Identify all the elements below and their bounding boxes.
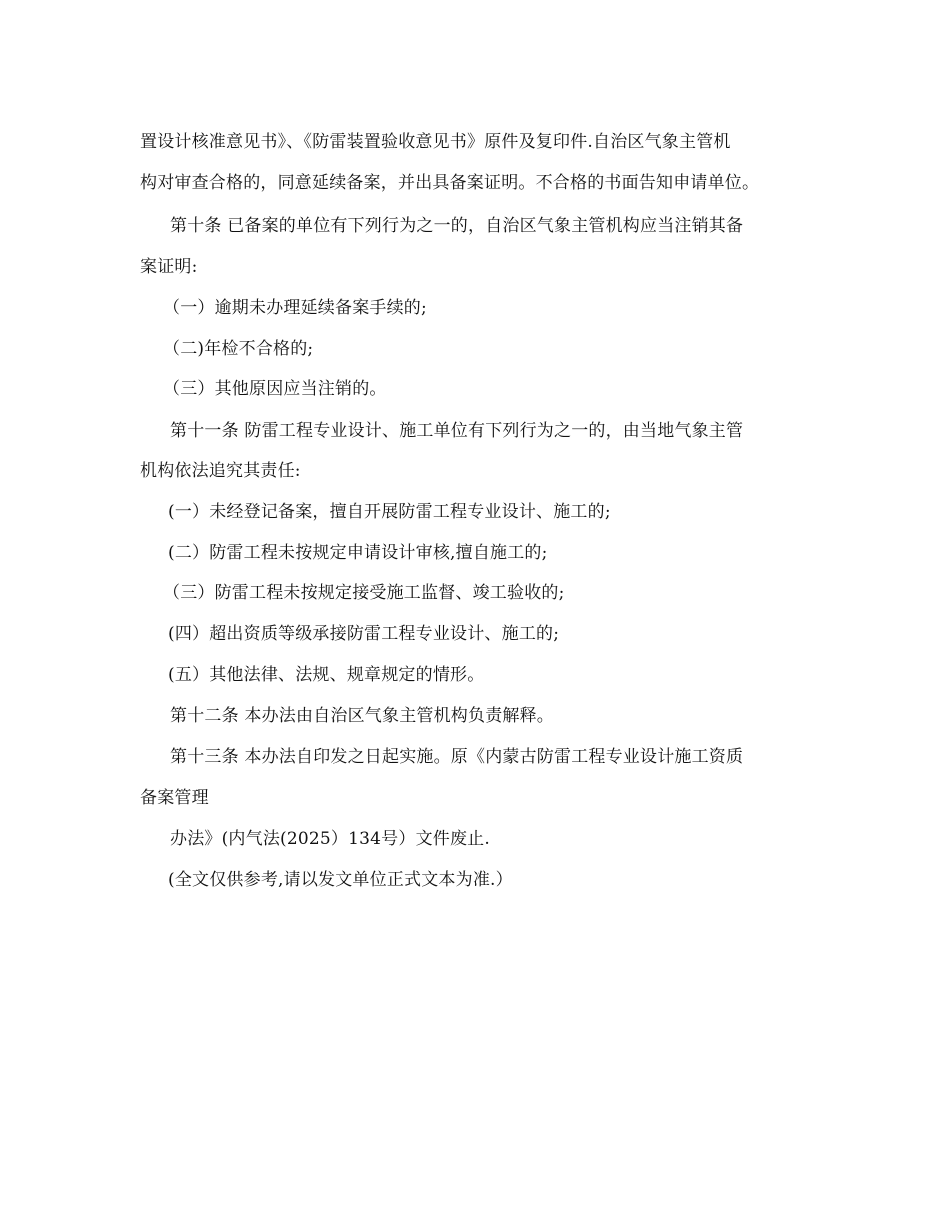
text-line: 构对审查合格的，同意延续备案，并出具备案证明。不合格的书面告知申请单位。 [140,173,760,193]
text-line: 备案管理 [140,788,209,808]
article-12-heading: 第十二条 本办法由自治区气象主管机构负责解释。 [170,706,555,726]
list-item: （二)年检不合格的; [163,339,314,359]
article-11-heading: 第十一条 防雷工程专业设计、施工单位有下列行为之一的，由当地气象主管 [170,421,744,441]
text-line: 置设计核准意见书》、《防雷装置验收意见书》原件及复印件.自治区气象主管机 [140,132,731,152]
list-item: (二）防雷工程未按规定申请设计审核,擅自施工的; [168,543,548,563]
list-item: （三）其他原因应当注销的。 [163,379,387,399]
article-13-heading: 第十三条 本办法自印发之日起实施。原《内蒙古防雷工程专业设计施工资质 [170,747,744,767]
article-10-heading: 第十条 已备案的单位有下列行为之一的，自治区气象主管机构应当注销其备 [170,216,744,236]
text-line: 案证明: [140,257,198,277]
list-item: (四）超出资质等级承接防雷工程专业设计、施工的; [168,624,560,644]
list-item: (五）其他法律、法规、规章规定的情形。 [168,665,485,685]
text-line: 机构依法追究其责任: [140,461,301,481]
disclaimer-note: (全文仅供参考,请以发文单位正式文本为准.） [168,870,513,890]
text-line: 办法》(内气法(2025）134号）文件废止. [170,829,490,849]
list-item: （一）逾期未办理延续备案手续的; [163,298,427,318]
list-item: （三）防雷工程未按规定接受施工监督、竣工验收的; [163,583,565,603]
list-item: (一）未经登记备案，擅自开展防雷工程专业设计、施工的; [168,502,611,522]
